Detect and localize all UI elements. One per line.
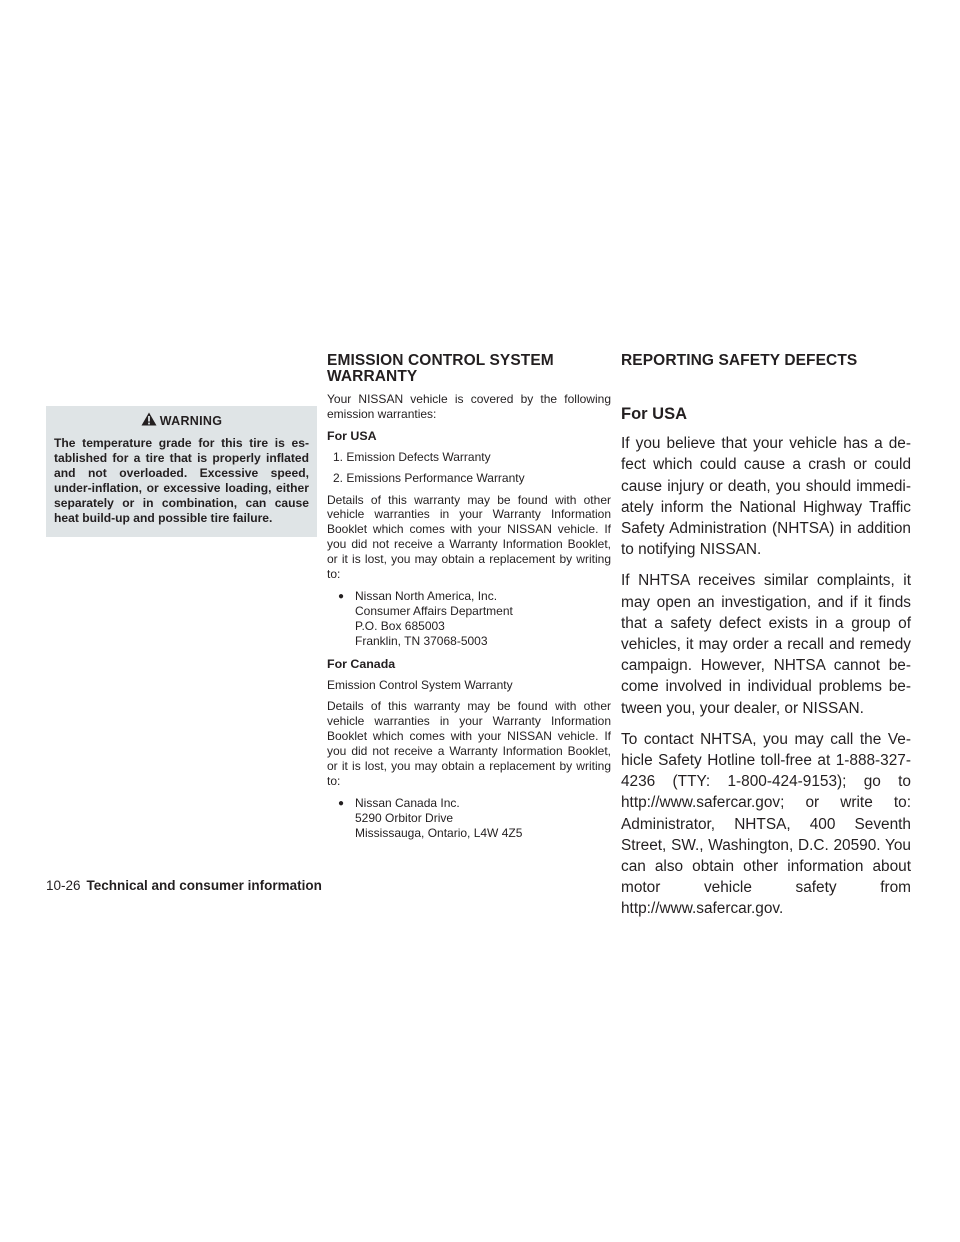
emission-title-line2: WARRANTY xyxy=(327,367,418,385)
usa-address xyxy=(338,589,611,649)
bullet-icon: ● xyxy=(338,797,345,809)
address-line: Mississauga, Ontario, L4W 4Z5 xyxy=(355,825,523,840)
reporting-section-title: REPORTING SAFETY DEFECTS xyxy=(621,352,858,369)
canada-warranty: Emission Control System Warranty xyxy=(327,677,513,692)
footer-title: Technical and consumer information xyxy=(86,878,322,893)
page-number: 10-26 xyxy=(46,878,81,893)
warning-text: The temperature grade for this tire is established for a tire that is properly inflated and not overloaded. Excessive speed, under-inflation, or excessive loading, either separately or in combination, can cause heat build-up and possible tire failure. xyxy=(54,436,309,526)
reporting-paragraph: To contact NHTSA, you may call the Vehicle Safety Hotline toll-free at 1-888-327-4236 (TTY: 1-800-424-9153); go to http://www.safercar.gov; or write to: Administrator, NHTSA, 400 Seventh Street, SW., Washington, D.C. 20590. You can also obtain other information about motor vehicle safety from http://www.safercar.gov. xyxy=(621,730,911,918)
emission-intro: Your NISSAN vehicle is covered by the following emission warranties: xyxy=(327,392,611,421)
address-line: Nissan North America, Inc. xyxy=(355,588,498,603)
usa-details: Details of this warranty may be found with other vehicle warranties in your Warranty Information Booklet which comes with your NISSAN vehicle. If you did not receive a Warranty Information Booklet, or it is lost, you may obtain a replacement by writing to: xyxy=(327,492,611,582)
warning-label: WARNING xyxy=(159,413,223,428)
canada-address xyxy=(338,796,611,841)
left-column xyxy=(46,406,317,537)
page-footer xyxy=(46,878,366,894)
warning-box xyxy=(46,406,317,537)
address-line: Consumer Affairs Department xyxy=(355,603,513,618)
address-line: 5290 Orbitor Drive xyxy=(355,810,454,825)
reporting-paragraph: If NHTSA receives similar complaints, it may open an investigation, and if it finds that a safety defect exists in a group of vehicles, it may order a recall and remedy campaign. However, NHTSA cannot become involved in individual problems between you, your dealer, or NISSAN. xyxy=(621,572,911,717)
list-item: 2. Emissions Performance Warranty xyxy=(333,470,525,485)
emission-column xyxy=(327,352,611,849)
reporting-column xyxy=(621,352,911,930)
bullet-icon: ● xyxy=(338,590,345,602)
reporting-usa-heading: For USA xyxy=(621,405,687,423)
address-line: Franklin, TN 37068-5003 xyxy=(355,633,488,648)
canada-subheading: For Canada xyxy=(327,656,396,671)
warning-header xyxy=(54,412,309,429)
reporting-paragraph: If you believe that your vehicle has a defect which could cause a crash or could cause injury or death, you should immediately inform the National Highway Traffic Safety Administration (NHTSA) in addition to notifying NISSAN. xyxy=(621,435,911,559)
address-line: P.O. Box 685003 xyxy=(355,618,445,633)
warning-triangle-icon xyxy=(141,412,157,429)
canada-details: Details of this warranty may be found with other vehicle warranties in your Warranty Information Booklet which comes with your NISSAN vehicle. If you did not receive a Warranty Information Booklet, or it is lost, you may obtain a replacement by writing to: xyxy=(327,699,611,788)
address-line: Nissan Canada Inc. xyxy=(355,795,460,810)
list-item: 1. Emission Defects Warranty xyxy=(333,449,491,464)
usa-warranty-list xyxy=(327,450,611,486)
usa-subheading: For USA xyxy=(327,428,377,443)
emission-title-line1: EMISSION CONTROL SYSTEM xyxy=(327,352,554,369)
